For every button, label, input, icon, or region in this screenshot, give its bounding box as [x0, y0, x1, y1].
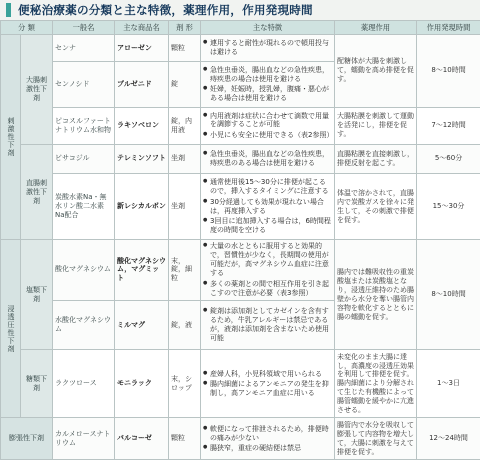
- features-cell: [201, 144, 335, 173]
- features-cell: [201, 418, 335, 460]
- mechanism-cell: 腸管内で水分を吸収して膨張して内容物を増大して，大腸に刺激を与えて排便を促す。: [335, 418, 417, 460]
- page-title: 便秘治療薬の分類と主な特徴，薬理作用，作用発現時間: [18, 3, 313, 17]
- dosage-form: 錠，液: [169, 300, 201, 350]
- generic-name: 酸化マグネシウム: [53, 240, 115, 300]
- table-row: [1, 350, 480, 418]
- onset-cell: 5〜60分: [417, 144, 480, 173]
- header-product: 主な商品名: [115, 21, 169, 35]
- feature-item: ● 軟便になって排泄されるため，排便時の痛みが少ない: [203, 425, 332, 443]
- category-sugar: 糖類下剤: [21, 350, 53, 418]
- dosage-form: 錠: [169, 61, 201, 107]
- feature-item: ● 妊婦，妊娠時，授乳婦，腹痛・悪心がある場合は使用を避ける: [203, 85, 332, 103]
- feature-item: ● 急性虫垂炎，腸出血などの急性疾患，痔疾患の場合は使用を避ける: [203, 66, 332, 84]
- feature-item: ● 内用液剤は症状に合わせて滴数で用量を調節することが可能: [203, 112, 332, 130]
- mechanism-cell: 腸内では難吸収性の重炭酸塩または炭酸塩となり，浸透圧維持のため腸壁から水分を奪い腸管内容物を軟化するとともに腸の蠕動を促す。: [335, 240, 417, 350]
- mechanism-cell: 大腸粘膜を刺激して運動を活発にし，排便を促す。: [335, 107, 417, 144]
- product-name: 酸化マグネシウム，マグミット: [115, 240, 169, 300]
- onset-cell: 15〜30分: [417, 173, 480, 239]
- mechanism-cell: 未変化のまま大腸に達し，高濃度の浸透圧効果を利用して排便を促す。腸内細菌により分解されて生じた有機酸によって腸管蠕動を緩やかに亢進させる。: [335, 350, 417, 418]
- table-row: [1, 35, 480, 62]
- table-header-row: [1, 21, 480, 35]
- table-row: [1, 418, 480, 460]
- features-cell: [201, 61, 335, 107]
- header-generic: 一般名: [53, 21, 115, 35]
- feature-item: ● 通常使用後15〜30分に排便が起こるので，挿入するタイミングに注意する: [203, 178, 332, 196]
- feature-item: ● 腸狭窄，重症の硬結便は禁忌: [203, 444, 332, 453]
- product-name: アローゼン: [115, 35, 169, 62]
- feature-item: ● 多くの薬剤との間で相互作用を引き起こすので注意が必要（表3参照）: [203, 280, 332, 298]
- laxative-table: [0, 20, 480, 460]
- product-name: 新レシカルボン: [115, 173, 169, 239]
- product-name: モニラック: [115, 350, 169, 418]
- generic-name: センノシド: [53, 61, 115, 107]
- category-osmotic: 浸透圧性下剤: [1, 240, 21, 418]
- category-rectal: 直腸刺激性下剤: [21, 144, 53, 239]
- mechanism-cell: 直腸粘膜を直接刺激し，排便反射を起こす。: [335, 144, 417, 173]
- features-cell: [201, 350, 335, 418]
- header-form: 剤 形: [169, 21, 201, 35]
- feature-item: ● 急性虫垂炎，腸出血などの急性疾患，痔疾患のある場合は使用を避ける: [203, 150, 332, 168]
- product-name: プルゼニド: [115, 61, 169, 107]
- generic-name: 炭酸水素Na・無水リン酸二水素Na配合: [53, 173, 115, 239]
- feature-item: ● 30分経過しても効果が現れない場合は，再度挿入する: [203, 198, 332, 216]
- feature-item: ● 大量の水とともに服用すると効果的で，習慣性が少なく，長期間の使用が可能だが，高マグネシウム血症に注意する: [203, 242, 332, 278]
- product-name: ミルマグ: [115, 300, 169, 350]
- features-cell: [201, 240, 335, 300]
- table-row: [1, 107, 480, 144]
- onset-cell: 7〜12時間: [417, 107, 480, 144]
- features-cell: [201, 173, 335, 239]
- dosage-form: 坐剤: [169, 173, 201, 239]
- header-features: 主な特徴: [201, 21, 335, 35]
- onset-cell: 8〜10時間: [417, 35, 480, 108]
- features-cell: [201, 35, 335, 62]
- generic-name: センナ: [53, 35, 115, 62]
- header-mechanism: 薬理作用: [335, 21, 417, 35]
- feature-item: ● 3回目に追加挿入する場合は，6時間程度の時間を空ける: [203, 217, 332, 235]
- onset-cell: 8〜10時間: [417, 240, 480, 350]
- category-large-intestine: 大腸刺激性下剤: [21, 35, 53, 145]
- header-category: 分 類: [1, 21, 53, 35]
- title-bar: [0, 0, 480, 20]
- dosage-form: 末，シロップ: [169, 350, 201, 418]
- generic-name: ラクツロース: [53, 350, 115, 418]
- table-row: [1, 144, 480, 173]
- generic-name: ピコスルファートナトリウム水和物: [53, 107, 115, 144]
- features-cell: [201, 107, 335, 144]
- feature-item: ● 錠剤は添加剤としてカゼインを含有するため，牛乳アレルギーは禁忌であるが，液剤は添加剤を含まないため使用可能: [203, 307, 332, 343]
- dosage-form: 顆粒: [169, 35, 201, 62]
- product-name: テレミンソフト: [115, 144, 169, 173]
- category-stimulant: 刺激性下剤: [1, 35, 21, 240]
- mechanism-cell: 体温で溶かされて，直腸内で炭酸ガスを徐々に発生して，その刺激で排便を促す。: [335, 173, 417, 239]
- product-name: バルコーゼ: [115, 418, 169, 460]
- product-name: ラキソベロン: [115, 107, 169, 144]
- title-accent: [6, 3, 11, 17]
- generic-name: カルメロースナトリウム: [53, 418, 115, 460]
- category-salt: 塩類下剤: [21, 240, 53, 350]
- generic-name: 水酸化マグネシウム: [53, 300, 115, 350]
- mechanism-cell: 配糖体が大腸を刺激して，蠕動を高め排便を促す。: [335, 35, 417, 108]
- feature-item: ● 連用すると耐性が現れるので頓用投与は避ける: [203, 39, 332, 57]
- onset-cell: 12〜24時間: [417, 418, 480, 460]
- onset-cell: 1〜3日: [417, 350, 480, 418]
- dosage-form: 顆粒: [169, 418, 201, 460]
- category-bulk: 膨張性下剤: [1, 418, 53, 460]
- generic-name: ビサコジル: [53, 144, 115, 173]
- features-cell: [201, 300, 335, 350]
- dosage-form: 坐剤: [169, 144, 201, 173]
- feature-item: ● 産婦人科，小児科領域で用いられる: [203, 370, 332, 379]
- feature-item: ● 小児にも安全に使用できる（表2参照）: [203, 131, 332, 140]
- feature-item: ● 腸内細菌によるアンモニアの発生を抑制し，高アンモニア血症に用いる: [203, 380, 332, 398]
- dosage-form: 錠，内用液: [169, 107, 201, 144]
- dosage-form: 末，錠，細粒: [169, 240, 201, 300]
- table-row: [1, 173, 480, 239]
- table-row: [1, 240, 480, 300]
- header-onset: 作用発現時間: [417, 21, 480, 35]
